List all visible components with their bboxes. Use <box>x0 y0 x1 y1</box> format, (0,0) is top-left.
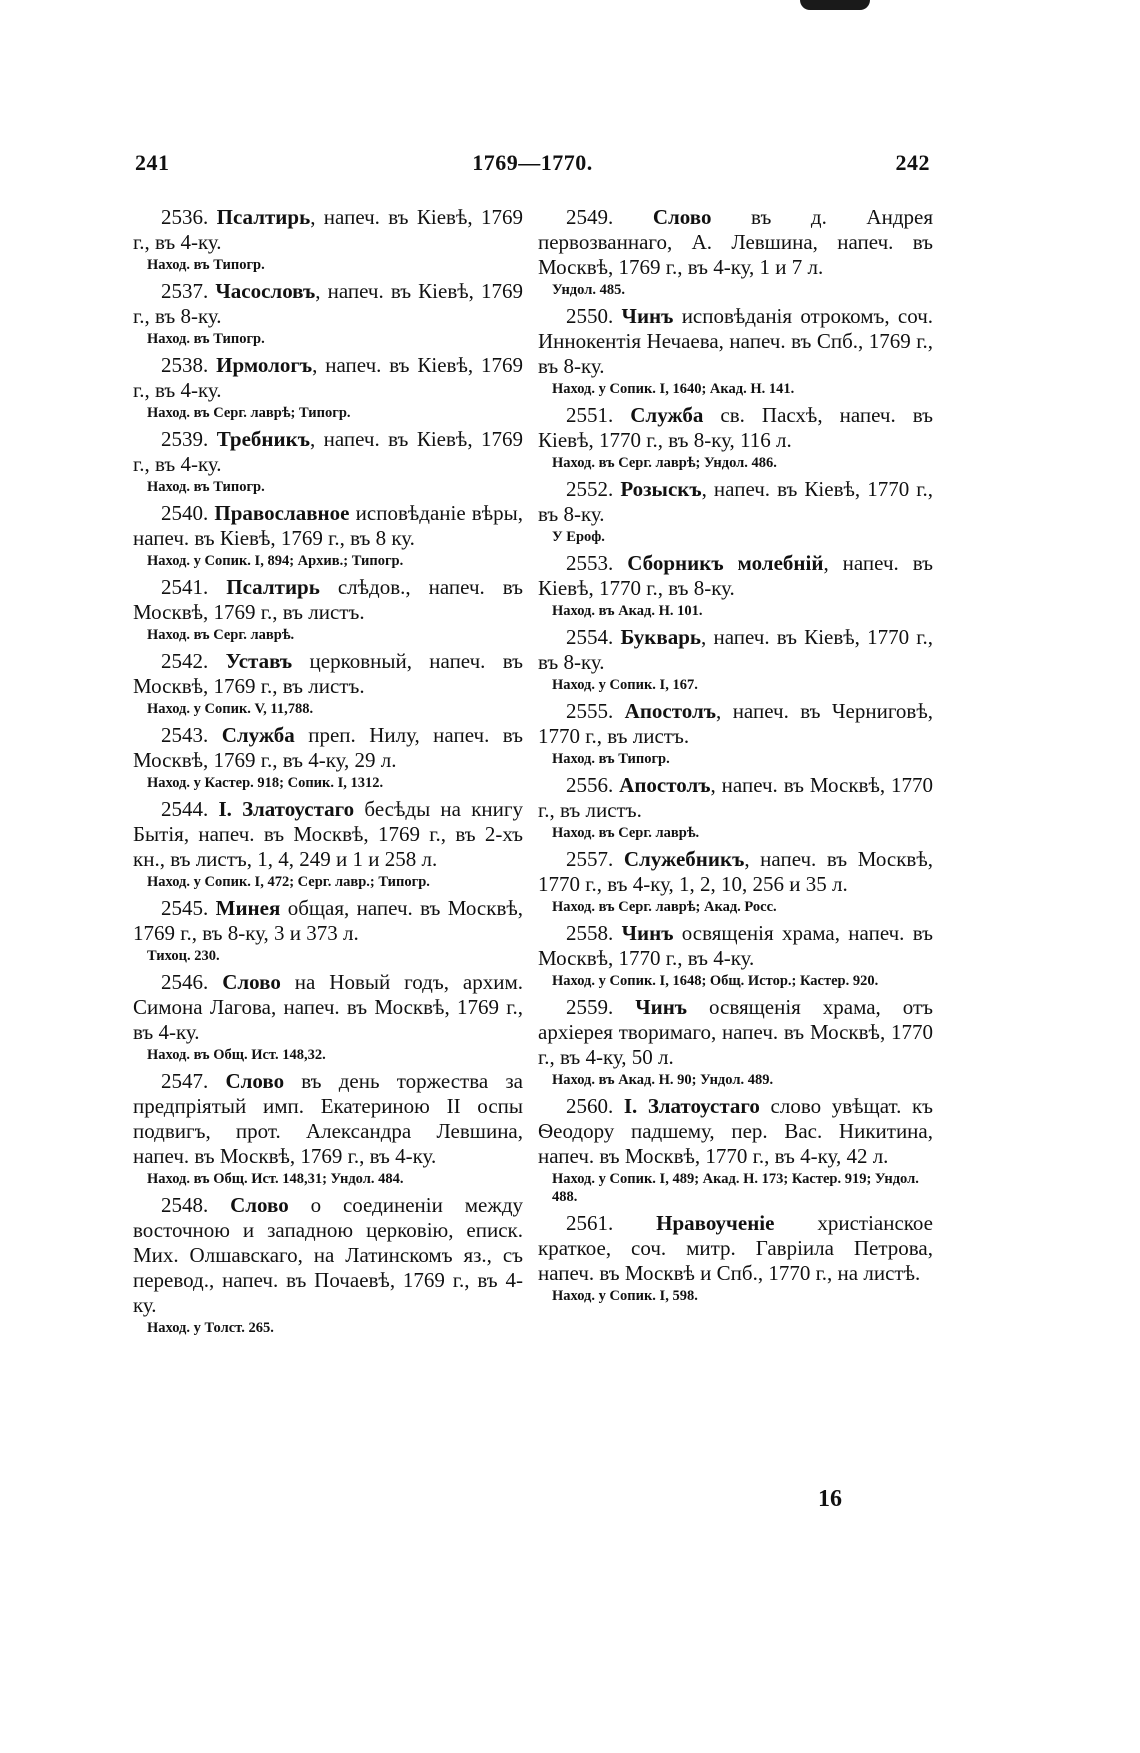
entry-description: , напеч. въ Кіевѣ, 1769 г., въ 4-ку. <box>133 205 523 254</box>
entry-location-note: Ундол. 485. <box>552 282 625 298</box>
entry-number: 2545. <box>161 896 209 920</box>
catalog-entry <box>133 279 523 348</box>
entry-text <box>133 279 523 329</box>
scan-mark <box>800 0 870 10</box>
entry-text <box>133 1069 523 1169</box>
entry-description: христіанское краткое, соч. митр. Гавріила Петрова, напеч. въ Москвѣ и Спб., 1770 г., на листѣ. <box>538 1211 933 1285</box>
entry-description: , напеч. въ Кіевѣ, 1770 г., въ 8-ку. <box>538 625 934 674</box>
entry-description: въ день торжества за предпріятый имп. Екатериною II оспы подвигъ, прот. Александра Левшина, напеч. въ Москвѣ, 1769 г., въ 4-ку. <box>133 1069 524 1168</box>
catalog-entry <box>133 649 523 718</box>
right-page-number: 242 <box>895 150 930 175</box>
entry-text <box>538 304 933 379</box>
entry-text <box>538 477 933 527</box>
entry-description: на Новый годъ, архим. Симона Лагова, напеч. въ Москвѣ, 1769 г., въ 4-ку. <box>133 970 523 1044</box>
catalog-entry <box>538 699 933 768</box>
entry-location-note: Наход. у Кастер. 918; Сопик. I, 1312. <box>147 775 384 791</box>
entry-number: 2539. <box>161 427 209 451</box>
entry-number: 2538. <box>161 353 209 377</box>
entry-title: Православное <box>214 501 350 525</box>
page-header <box>135 150 930 184</box>
entry-location-note: Наход. въ Акад. Н. 90; Ундол. 489. <box>552 1072 774 1088</box>
entry-text <box>133 649 523 699</box>
entry-location-note: Наход. у Сопик. I, 1648; Общ. Истор.; Кастер. 920. <box>552 973 879 989</box>
catalog-entry <box>133 1069 523 1188</box>
entry-location-note: Наход. въ Общ. Ист. 148,32. <box>147 1047 326 1063</box>
entry-text <box>538 625 933 675</box>
entry-location-note: Наход. въ Типогр. <box>147 331 265 347</box>
entry-description: бесѣды на книгу Бытія, напеч. въ Москвѣ, 1769 г., въ 2-хъ кн., въ листъ, 1, 4, 249 и 1 и 258 л. <box>133 797 524 871</box>
entry-text <box>538 403 933 453</box>
entry-title: Слово <box>652 205 712 229</box>
entry-description: св. Пасхѣ, напеч. въ Кіевѣ, 1770 г., въ 8-ку, 116 л. <box>538 403 933 452</box>
entry-title: Псалтирь <box>216 205 311 229</box>
entry-title: Служба <box>630 403 704 427</box>
entry-description: , напеч. въ Москвѣ, 1770 г., въ 4-ку, 1, 2, 10, 256 и 35 л. <box>538 847 933 896</box>
catalog-entry <box>133 970 523 1064</box>
entry-number: 2549. <box>566 205 614 229</box>
entry-description: преп. Нилу, напеч. въ Москвѣ, 1769 г., въ 4-ку, 29 л. <box>133 723 523 772</box>
entry-number: 2555. <box>566 699 614 723</box>
entry-location-note: Наход. въ Акад. Н. 101. <box>552 603 703 619</box>
entry-number: 2552. <box>566 477 614 501</box>
entry-location-note: Наход. въ Серг. лаврѣ; Типогр. <box>147 405 351 421</box>
catalog-entry <box>538 551 933 620</box>
entry-number: 2547. <box>161 1069 209 1093</box>
entry-location-note: Наход. въ Серг. лаврѣ. <box>147 627 295 643</box>
entry-number: 2536. <box>161 205 209 229</box>
entry-location-note: Наход. въ Серг. лаврѣ; Акад. Росс. <box>552 899 777 915</box>
entry-location-note: Наход. въ Типогр. <box>147 257 265 273</box>
entry-text <box>538 995 933 1070</box>
catalog-entry <box>133 723 523 792</box>
entry-location-note: Наход. у Толст. 265. <box>147 1320 274 1336</box>
entry-location-note: Наход. у Сопик. I, 894; Архив.; Типогр. <box>147 553 404 569</box>
entry-location-note: Тихоц. 230. <box>147 948 220 964</box>
entry-description: исповѣданіе вѣры, напеч. въ Кіевѣ, 1769 г., въ 8 ку. <box>133 501 523 550</box>
entry-title: Уставъ <box>225 649 293 673</box>
entry-text <box>133 427 523 477</box>
entry-description: , напеч. въ Кіевѣ, 1770 г., въ 8-ку. <box>538 551 933 600</box>
entry-description: слово увѣщат. къ Ѳеодору падшему, пер. Вас. Никитина, напеч. въ Москвѣ, 1770 г., въ 4-ку, 42 л. <box>538 1094 934 1168</box>
entry-location-note: Наход. у Сопик. I, 489; Акад. Н. 173; Кастер. 919; Ундол. 488. <box>552 1171 919 1205</box>
entry-location-note: У Ероф. <box>552 529 605 545</box>
catalog-entry <box>133 501 523 570</box>
signature-mark: 16 <box>818 1486 842 1512</box>
entry-location-note: Наход. въ Типогр. <box>552 751 670 767</box>
catalog-entry <box>133 205 523 274</box>
entry-description: освященія храма, отъ архіерея творимаго, напеч. въ Москвѣ, 1770 г., въ 4-ку, 50 л. <box>538 995 933 1069</box>
entry-text <box>133 896 523 946</box>
entry-description: о соединеніи между восточною и западною церковію, еписк. Мих. Олшавскаго, на Латинскомъ яз., съ перевод., напеч. въ Почаевѣ, 1769 г., въ 4-ку. <box>133 1193 524 1317</box>
entry-text <box>133 1193 523 1318</box>
entry-number: 2540. <box>161 501 209 525</box>
entry-text <box>133 970 523 1045</box>
entry-text <box>133 797 523 872</box>
running-title-years: 1769—1770. <box>472 150 593 175</box>
entry-description: , напеч. въ Черниговѣ, 1770 г., въ листъ. <box>538 699 933 748</box>
entry-text <box>538 205 933 280</box>
entry-number: 2541. <box>161 575 209 599</box>
entry-title: Часословъ <box>215 279 316 303</box>
entry-number: 2557. <box>566 847 614 871</box>
entry-number: 2561. <box>566 1211 614 1235</box>
entry-number: 2554. <box>566 625 614 649</box>
entry-title: Чинъ <box>621 921 674 945</box>
entry-title: Служба <box>221 723 295 747</box>
entry-number: 2559. <box>566 995 614 1019</box>
entry-text <box>133 501 523 551</box>
entry-title: Чинъ <box>635 995 688 1019</box>
entry-number: 2551. <box>566 403 614 427</box>
entry-description: въ д. Андрея первозваннаго, А. Левшина, напеч. въ Москвѣ, 1769 г., въ 4-ку, 1 и 7 л. <box>538 205 933 279</box>
catalog-entry <box>538 403 933 472</box>
entry-title: І. Златоустаго <box>218 797 355 821</box>
left-column <box>133 205 523 1342</box>
entry-title: Сборникъ молебній <box>627 551 824 575</box>
catalog-entry <box>538 995 933 1089</box>
entry-location-note: Наход. у Сопик. I, 167. <box>552 677 698 693</box>
left-page-number: 241 <box>135 150 170 175</box>
entry-description: , напеч. въ Кіевѣ, 1770 г., въ 8-ку. <box>538 477 934 526</box>
entry-location-note: Наход. у Сопик. I, 1640; Акад. Н. 141. <box>552 381 795 397</box>
entry-title: Ирмологъ <box>216 353 313 377</box>
entry-title: Букварь <box>620 625 702 649</box>
entry-text <box>538 847 933 897</box>
right-column <box>538 205 933 1310</box>
catalog-entry <box>538 1211 933 1305</box>
entry-location-note: Наход. въ Типогр. <box>147 479 265 495</box>
catalog-entry <box>133 896 523 965</box>
catalog-entry <box>538 625 933 694</box>
entry-number: 2550. <box>566 304 614 328</box>
entry-text <box>133 353 523 403</box>
entry-text <box>538 1094 933 1169</box>
entry-description: , напеч. въ Кіевѣ, 1769 г., въ 4-ку. <box>133 353 523 402</box>
catalog-entry <box>538 847 933 916</box>
catalog-entry <box>133 1193 523 1337</box>
entry-title: Слово <box>230 1193 289 1217</box>
entry-description: , напеч. въ Москвѣ, 1770 г., въ листъ. <box>538 773 934 822</box>
entry-text <box>133 723 523 773</box>
entry-text <box>133 205 523 255</box>
entry-title: Апостолъ <box>619 773 711 797</box>
entry-location-note: Наход. въ Общ. Ист. 148,31; Ундол. 484. <box>147 1171 404 1187</box>
catalog-entry <box>538 1094 933 1206</box>
catalog-entry <box>538 477 933 546</box>
entry-title: Псалтирь <box>226 575 320 599</box>
entry-number: 2556. <box>566 773 614 797</box>
entry-title: Слово <box>222 970 281 994</box>
catalog-entry <box>133 427 523 496</box>
entry-text <box>538 551 933 601</box>
entry-number: 2542. <box>161 649 209 673</box>
entry-title: Требникъ <box>216 427 310 451</box>
entry-title: Чинъ <box>621 304 674 328</box>
entry-number: 2537. <box>161 279 209 303</box>
entry-title: І. Златоустаго <box>623 1094 760 1118</box>
entry-text <box>538 773 933 823</box>
entry-title: Минея <box>215 896 281 920</box>
entry-description: , напеч. въ Кіевѣ, 1769 г., въ 4-ку. <box>133 427 523 476</box>
entry-title: Служебникъ <box>623 847 745 871</box>
entry-location-note: Наход. въ Серг. лаврѣ; Ундол. 486. <box>552 455 777 471</box>
entry-description: церковный, напеч. въ Москвѣ, 1769 г., въ листъ. <box>133 649 523 698</box>
catalog-entry <box>538 304 933 398</box>
entry-location-note: Наход. въ Серг. лаврѣ. <box>552 825 700 841</box>
entry-description: общая, напеч. въ Москвѣ, 1769 г., въ 8-ку, 3 и 373 л. <box>133 896 524 945</box>
entry-number: 2546. <box>161 970 209 994</box>
entry-number: 2560. <box>566 1094 614 1118</box>
catalog-entry <box>133 575 523 644</box>
entry-number: 2544. <box>161 797 209 821</box>
entry-location-note: Наход. у Сопик. V, 11,788. <box>147 701 314 717</box>
entry-location-note: Наход. у Сопик. I, 472; Серг. лавр.; Типогр. <box>147 874 430 890</box>
entry-text <box>538 921 933 971</box>
entry-title: Апостолъ <box>624 699 717 723</box>
entry-number: 2558. <box>566 921 614 945</box>
entry-location-note: Наход. у Сопик. I, 598. <box>552 1288 698 1304</box>
catalog-entry <box>538 205 933 299</box>
catalog-entry <box>538 773 933 842</box>
entry-number: 2553. <box>566 551 614 575</box>
catalog-entry <box>133 797 523 891</box>
entry-text <box>538 1211 933 1286</box>
entry-title: Слово <box>225 1069 285 1093</box>
catalog-entry <box>538 921 933 990</box>
entry-description: исповѣданія отрокомъ, соч. Иннокентія Нечаева, напеч. въ Спб., 1769 г., въ 8-ку. <box>538 304 934 378</box>
entry-title: Нравоученіе <box>656 1211 775 1235</box>
entry-number: 2543. <box>161 723 209 747</box>
entry-number: 2548. <box>161 1193 209 1217</box>
entry-text <box>133 575 523 625</box>
entry-text <box>538 699 933 749</box>
entry-description: , напеч. въ Кіевѣ, 1769 г., въ 8-ку. <box>133 279 523 328</box>
entry-description: освященія храма, напеч. въ Москвѣ, 1770 г., въ 4-ку. <box>538 921 933 970</box>
entry-title: Розыскъ <box>620 477 702 501</box>
catalog-entry <box>133 353 523 422</box>
entry-description: слѣдов., напеч. въ Москвѣ, 1769 г., въ листъ. <box>133 575 524 624</box>
